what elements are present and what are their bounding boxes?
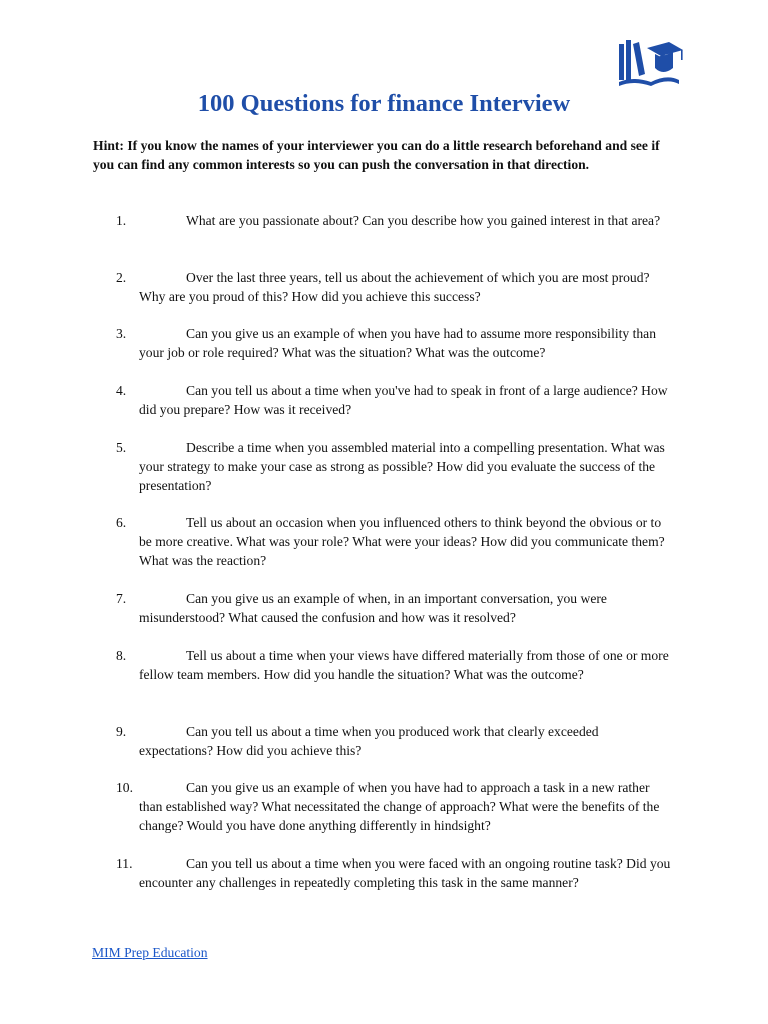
mim-prep-education-link[interactable]: MIM Prep Education xyxy=(92,945,208,960)
question-text: Tell us about a time when your views have differed materially from those of one or more fellow team members. How did you handle the situation? What was the outcome? xyxy=(139,648,669,682)
question-number: 10. xyxy=(116,780,133,795)
question-text: Can you tell us about a time when you were faced with an ongoing routine task? Did you encounter any challenges in repeatedly completing this task in the same manner? xyxy=(139,856,671,890)
question-number: 8. xyxy=(116,648,127,663)
question-number: 9. xyxy=(116,724,127,739)
question-text: Can you give us an example of when you have had to assume more responsibility than your job or role required? What was the situation? What was the outcome? xyxy=(139,326,657,360)
question-number: 4. xyxy=(116,383,127,398)
question-text: Can you tell us about a time when you produced work that clearly exceeded expectations? How did you achieve this? xyxy=(139,724,599,758)
question-number: 3. xyxy=(116,326,127,341)
question-number: 1. xyxy=(116,213,127,228)
hint-paragraph: Hint: If you know the names of your interviewer you can do a little research beforehand and see if you can find any common interests so you can push the conversation in that direction. xyxy=(93,138,660,172)
document-title: 100 Questions for finance Interview xyxy=(197,90,571,117)
question-text: Tell us about an occasion when you influenced others to think beyond the obvious or to be more creative. What was your role? What were your ideas? How did you communicate them? What was the reaction? xyxy=(139,515,665,568)
question-number: 7. xyxy=(116,591,127,606)
question-number: 11. xyxy=(116,856,133,871)
question-text: Can you tell us about a time when you've had to speak in front of a large audience? How did you prepare? How was it received? xyxy=(139,383,668,417)
question-text: What are you passionate about? Can you describe how you gained interest in that area? xyxy=(186,213,661,228)
question-number: 5. xyxy=(116,440,127,455)
books-graduation-cap-icon xyxy=(617,38,685,86)
question-text: Can you give us an example of when, in an important conversation, you were misunderstood? What caused the confusion and how was it resolved? xyxy=(139,591,607,625)
question-text: Describe a time when you assembled material into a compelling presentation. What was your strategy to make your case as strong as possible? How did you evaluate the success of the presentation? xyxy=(139,440,665,493)
question-number: 2. xyxy=(116,270,127,285)
question-text: Can you give us an example of when you have had to approach a task in a new rather than established way? What necessitated the change of approach? What were the benefits of the change? Would you have done anything differently in hindsight? xyxy=(139,780,660,833)
question-number: 6. xyxy=(116,515,127,530)
question-text: Over the last three years, tell us about the achievement of which you are most proud? Why are you proud of this? How did you achieve this success? xyxy=(139,270,650,304)
